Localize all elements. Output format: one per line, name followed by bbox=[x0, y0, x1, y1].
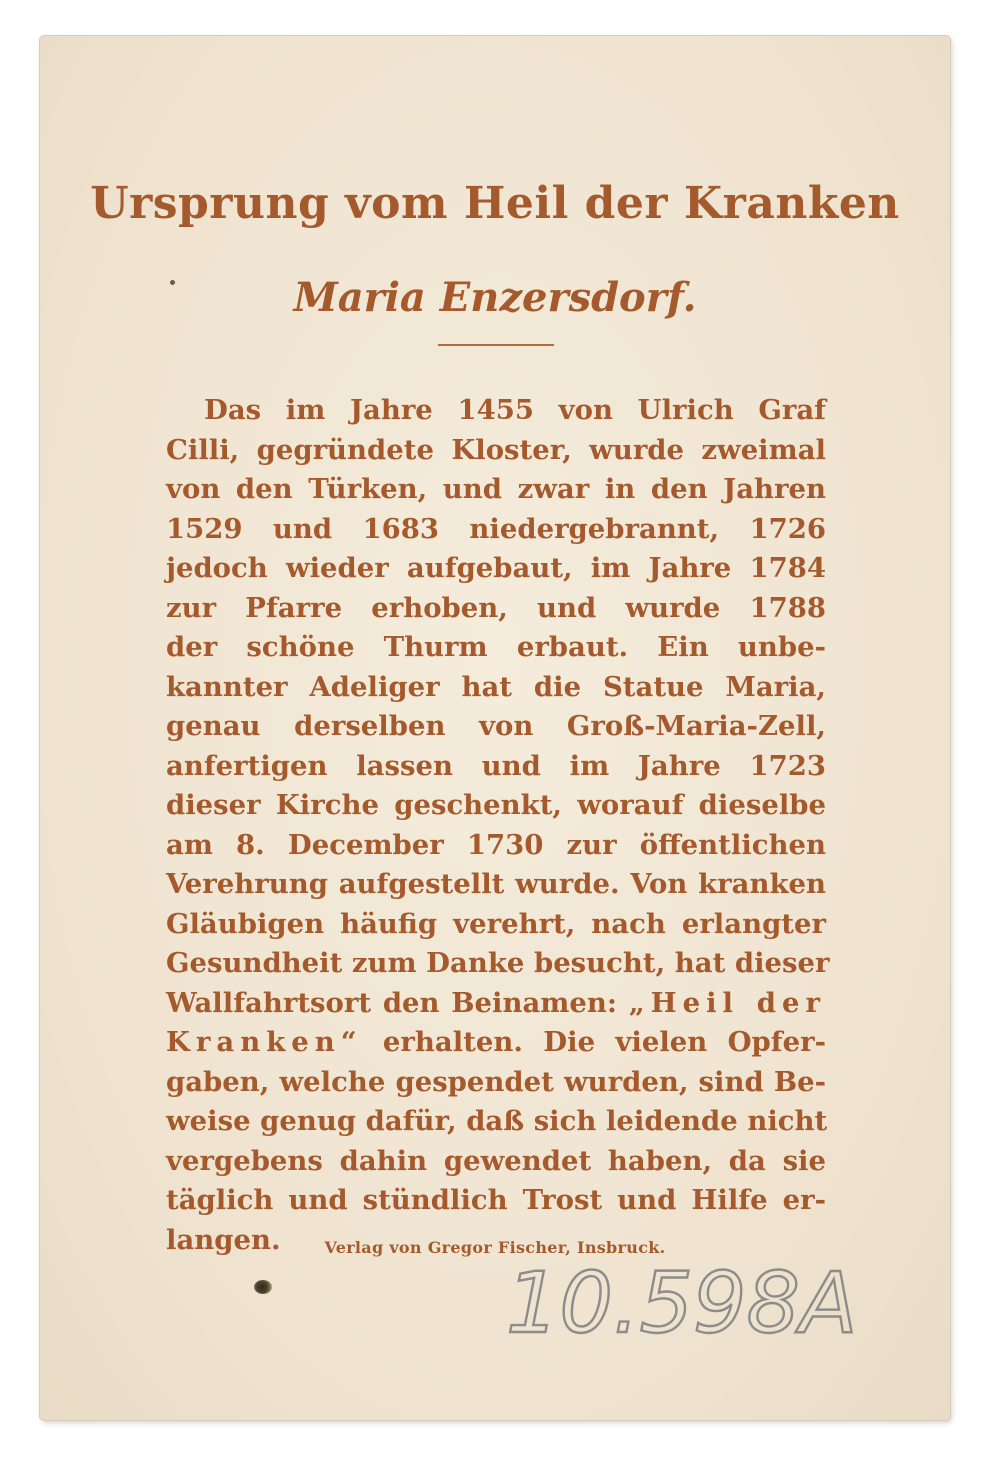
ink-stain bbox=[254, 1280, 272, 1294]
body-line-11: dieser Kirche geschenkt, worauf dieselbe bbox=[166, 789, 826, 821]
body-line-9: genau derselben von Groß-Maria-Zell, bbox=[166, 710, 826, 742]
body-line-15: Gesundheit zum Danke besucht, hat dieser bbox=[166, 947, 830, 979]
card-subtitle: Maria Enzersdorf. bbox=[293, 274, 697, 321]
body-line-16 bbox=[166, 984, 826, 1024]
body-line-19: weise genug dafür, daß sich leidende nicht bbox=[166, 1105, 828, 1137]
body-line-16-prefix: Wallfahrtsort den Beinamen: bbox=[166, 986, 618, 1019]
body-line-6: zur Pfarre erhoben, und wurde 1788 bbox=[166, 591, 826, 624]
body-line-20: vergebens dahin gewendet haben, da sie bbox=[166, 1144, 826, 1177]
body-line-17 bbox=[166, 1023, 826, 1063]
body-line-1: Das im Jahre 1455 von Ulrich Graf bbox=[204, 394, 826, 426]
body-line-8: kannter Adeliger hat die Statue Maria, bbox=[166, 670, 826, 703]
body-line-21: täglich und stündlich Trost und Hilfe er- bbox=[166, 1184, 826, 1216]
body-line-7: der schöne Thurm erbaut. Ein unbe- bbox=[166, 631, 826, 663]
devotional-card-back bbox=[40, 36, 950, 1420]
body-line-4: 1529 und 1683 niedergebrannt, 1726 bbox=[166, 512, 826, 545]
publisher-imprint: Verlag von Gregor Fischer, Insbruck. bbox=[324, 1238, 666, 1257]
body-line-18: gaben, welche gespendet wurden, sind Be- bbox=[166, 1065, 826, 1098]
handwritten-number-text: 10.598A bbox=[506, 1254, 858, 1352]
body-line-13: Verehrung aufgestellt wurde. Von kranken bbox=[166, 868, 826, 900]
body-line-14: Gläubigen häufig verehrt, nach erlangter bbox=[166, 907, 826, 940]
body-line-22: langen. bbox=[166, 1223, 281, 1256]
body-line-10: anfertigen lassen und im Jahre 1723 bbox=[166, 749, 826, 782]
title-divider bbox=[438, 344, 554, 346]
body-line-17-rest: erhalten. Die vielen Opfer- bbox=[382, 1026, 827, 1058]
body-line-16-spaced: „Heil der bbox=[628, 986, 826, 1019]
body-line-12: am 8. December 1730 zur öffentlichen bbox=[166, 828, 826, 861]
body-text bbox=[166, 391, 830, 1260]
body-line-3: von den Türken, und zwar in den Jahren bbox=[166, 473, 826, 505]
body-line-2: Cilli, gegründete Kloster, wurde zweimal bbox=[166, 433, 826, 466]
body-line-5: jedoch wieder aufgebaut, im Jahre 1784 bbox=[166, 552, 826, 584]
body-line-17-spaced: Kranken“ bbox=[166, 1026, 363, 1058]
card-title: Ursprung vom Heil der Kranken bbox=[90, 178, 900, 229]
